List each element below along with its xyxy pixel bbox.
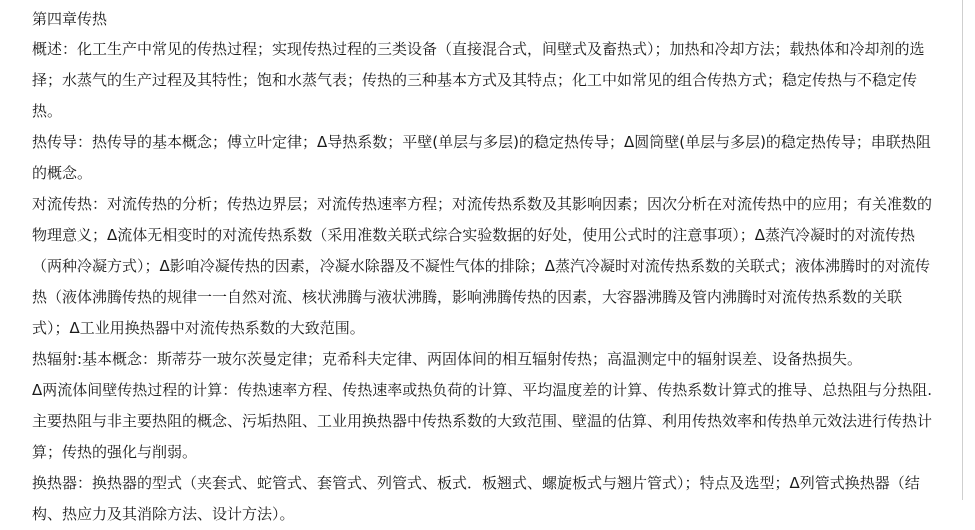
paragraph-radiation: 热辐射:基本概念：斯蒂芬一玻尔茨曼定律；克希科夫定律、两固体间的相互辐射传热；高温测定中的辐射误差、设备热损失。 [32,350,863,368]
chapter-title: 第四章传热 [32,10,108,28]
paragraph-convection: 对流传热：对流传热的分析；传热边界层；对流传热速率方程；对流传热系数及其影响因素；因次分析在对流传热中的应用；有关准数的物理意义；Δ流体无相变时的对流传热系数（采用准数关联式综合实验数据的好处，使用公式时的注意事项）；Δ蒸汽冷凝时的对流传热（两种冷凝方式）；Δ影咱冷凝传热的因素，冷凝水除器及不凝性气体的排除；Δ蒸汽冷凝时对流传热系数的关联式；液体沸腾时的对流传热（液体沸腾传热的规律一一自然对流、核状沸腾与液状沸腾，影响沸腾传热的因素，大容器沸腾及管内沸腾时对流传热系数的关联式）；Δ工业用换热器中对流传热系数的大致范围。 [32,195,933,337]
paragraph-heat-conduction: 热传导：热传导的基本概念；傅立叶定律；Δ导热系数；平壁(单层与多层)的稳定热传导；Δ圆筒壁(单层与多层)的稳定热传导；串联热阻的概念。 [32,133,931,182]
paragraph-wall-heat-transfer: Δ两流体间壁传热过程的计算：传热速率方程、传热速率或热负荷的计算、平均温度差的计算、传热系数计算式的推导、总热阻与分热阻.主要热阻与非主要热阻的概念、污垢热阻、工业用换热器中传热系数的大致范围、壁温的估算、利用传热效率和传热单元效法进行传热计算；传热的强化与削弱。 [32,381,933,461]
paragraph-overview: 概述：化工生产中常见的传热过程；实现传热过程的三类设备（直接混合式，间壁式及畜热式）；加热和冷却方法；载热体和冷却剂的选择；水蒸气的生产过程及其特性；饱和水蒸气表；传热的三种基本方式及其特点；化工中如常见的组合传热方式；稳定传热与不稳定传热。 [32,40,925,120]
paragraph-heat-exchangers: 换热器：换热器的型式（夹套式、蛇管式、套管式、列管式、板式．板翘式、螺旋板式与翘片管式）；特点及选型；Δ列管式换热器（结构、热应力及其消除方法、设计方法）。 [32,474,920,523]
